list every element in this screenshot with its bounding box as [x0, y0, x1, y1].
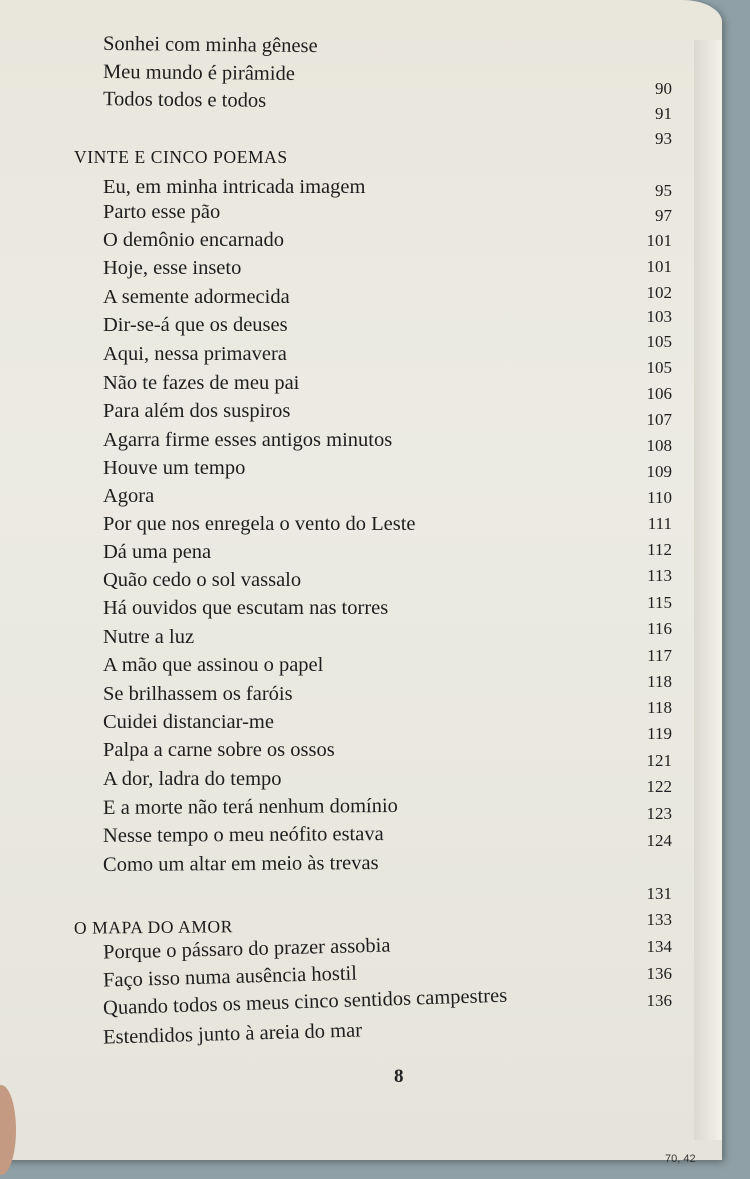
section-title: O MAPA DO AMOR [73, 916, 234, 938]
toc-entry: A mão que assinou o papel [103, 654, 324, 676]
toc-entry: Nutre a luz [103, 626, 195, 648]
toc-page-number: 102 [646, 283, 672, 302]
toc-page-number: 134 [646, 937, 672, 956]
toc-entry: Se brilhassem os faróis [103, 683, 293, 705]
toc-entry: O demônio encarnado [103, 229, 285, 251]
toc-page-number: 133 [646, 910, 672, 929]
toc-entry: Sonhei com minha gênese [102, 32, 318, 58]
toc-page-number: 110 [647, 488, 672, 507]
toc-page-number: 121 [646, 751, 672, 770]
toc-entry: Eu, em minha intricada imagem [103, 176, 366, 198]
toc-entry: A semente adormecida [103, 286, 290, 308]
toc-page-number: 97 [655, 206, 672, 225]
toc-page-number: 119 [647, 724, 672, 743]
section-title: VINTE E CINCO POEMAS [74, 147, 288, 167]
toc-page-number: 109 [646, 462, 672, 481]
toc-page-number: 113 [647, 566, 672, 585]
toc-page-number: 107 [646, 410, 672, 429]
toc-entry: Nesse tempo o meu neófito estava [102, 823, 384, 847]
page-edge [694, 40, 722, 1140]
toc-page-number: 122 [646, 777, 672, 796]
toc-page-number: 106 [646, 384, 672, 403]
toc-page-number: 118 [647, 672, 672, 691]
toc-entry: Agarra firme esses antigos minutos [103, 429, 393, 451]
price-stamp: 70, 42 [665, 1153, 696, 1165]
toc-page-number: 136 [646, 964, 672, 983]
toc-page-number: 136 [646, 991, 672, 1010]
page-number: 8 [394, 1066, 404, 1087]
toc-entry: Agora [103, 485, 155, 507]
toc-entry: Dir-se-á que os deuses [103, 314, 288, 336]
toc-entry: Parto esse pão [103, 201, 221, 223]
toc-page-number: 112 [647, 540, 672, 559]
toc-page-number: 111 [647, 514, 672, 533]
toc-entry: E a morte não terá nenhum domínio [102, 794, 398, 820]
toc-page-number: 103 [646, 307, 672, 326]
toc-entry: Dá uma pena [103, 541, 212, 563]
toc-entry: Aqui, nessa primavera [103, 343, 287, 365]
toc-entry: Não te fazes de meu pai [103, 372, 300, 394]
toc-page-number: 108 [646, 436, 672, 455]
toc-page-number: 118 [647, 698, 672, 717]
toc-entry: Para além dos suspiros [103, 400, 291, 422]
toc-entry: A dor, ladra do tempo [103, 768, 282, 790]
toc-entry: Por que nos enregela o vento do Leste [103, 513, 416, 535]
toc-entry: Estendidos junto à areia do mar [102, 1019, 363, 1049]
toc-entry: Cuidei distanciar-me [103, 711, 274, 733]
toc-page-number: 101 [646, 257, 672, 276]
toc-entry: Quando todos os meus cinco sentidos campestres [102, 984, 508, 1020]
toc-page-number: 123 [646, 804, 672, 823]
toc-entry: Todos todos e todos [102, 88, 267, 112]
toc-entry: Porque o pássaro do prazer assobia [102, 934, 391, 964]
toc-page-number: 90 [655, 79, 672, 98]
toc-page-number: 131 [646, 884, 672, 903]
toc-page-number: 124 [646, 831, 672, 850]
toc-entry: Palpa a carne sobre os ossos [103, 739, 335, 761]
toc-entry: Faço isso numa ausência hostil [102, 962, 358, 992]
toc-entry: Há ouvidos que escutam nas torres [103, 597, 389, 619]
toc-entry: Hoje, esse inseto [103, 257, 242, 279]
toc-page-number: 116 [647, 619, 672, 638]
toc-page-number: 101 [646, 231, 672, 250]
toc-page-number: 115 [647, 593, 672, 612]
toc-entry: Meu mundo é pirâmide [102, 60, 295, 86]
toc-page-number: 95 [655, 181, 672, 200]
toc-page-number: 117 [647, 646, 672, 665]
toc-entry: Como um altar em meio às trevas [102, 852, 379, 876]
toc-page-number: 91 [655, 104, 672, 123]
toc-entry: Quão cedo o sol vassalo [103, 569, 302, 591]
toc-page-number: 105 [646, 358, 672, 377]
toc-page-number: 105 [646, 332, 672, 351]
toc-entry: Houve um tempo [103, 457, 246, 479]
toc-page-number: 93 [655, 129, 672, 148]
